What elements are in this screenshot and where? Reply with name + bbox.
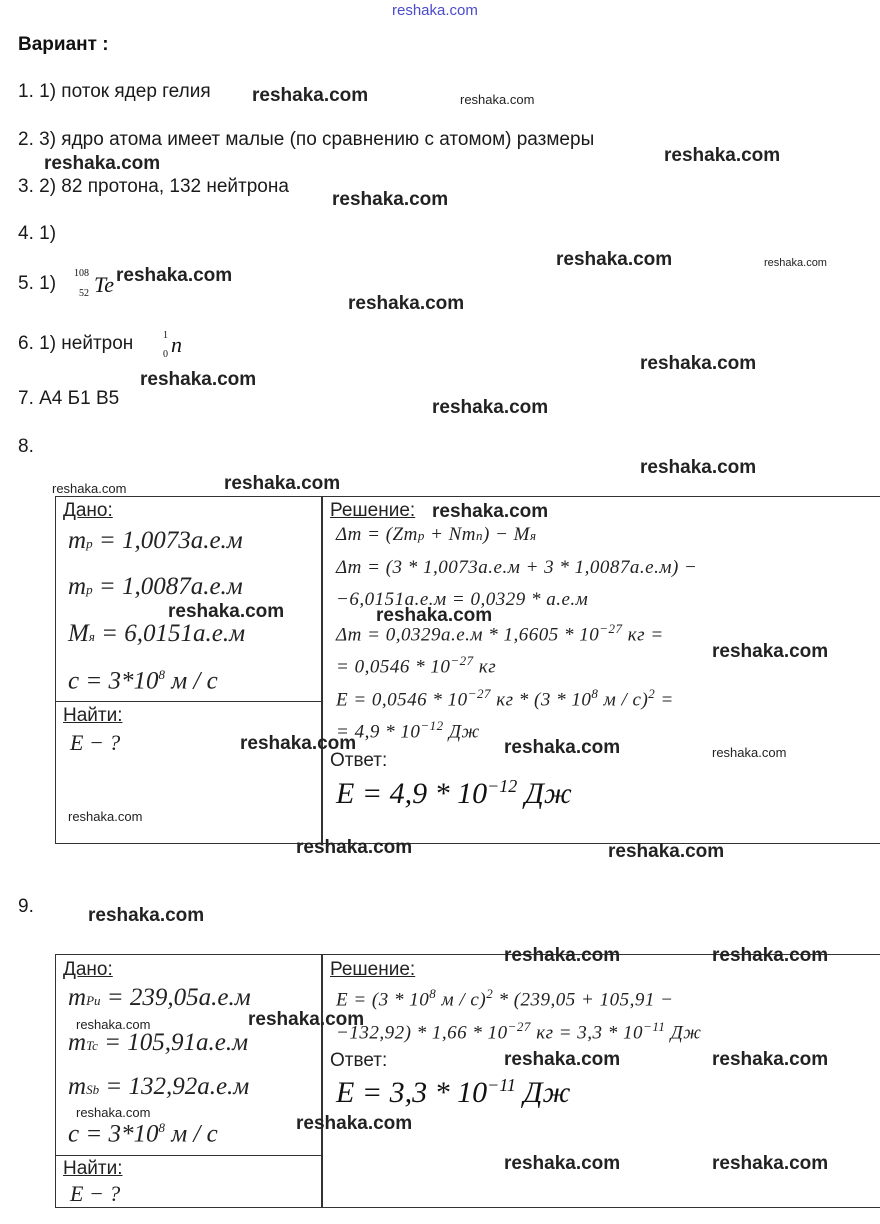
answer-9-label: 9. [18,896,34,917]
answer-5: 5. 1) [18,273,57,294]
watermark: reshaka.com [252,85,369,106]
task8-mp-value: 1,0073 [121,527,191,554]
nuclide-symbol: Te [94,272,114,297]
watermark: reshaka.com [432,501,549,522]
watermark: reshaka.com [764,257,827,269]
watermark: reshaka.com [116,265,233,286]
task9-unit-1: а.е.м [198,984,251,1011]
answer-2: 2. 3) ядро атома имеет малые (по сравнению с атомом) размеры [18,129,595,150]
task9-sol-line-1: $E = (3 * 10^8$ м / с)$^2$ * (239,05 + 105,91 − [336,986,674,1011]
task9-c-value: 3*10 [108,1120,159,1148]
task9-solution-label: Решение: [330,959,416,980]
task8-unit-2: а.е.м [190,573,243,600]
watermark: reshaka.com [376,605,493,626]
watermark: reshaka.com [224,473,341,494]
task8-find-value: E − ? [70,730,121,755]
task8-answer-label: Ответ: [330,750,388,771]
watermark: reshaka.com [504,1153,621,1174]
task8-sol5-text: = 0,0546 * 10 [336,656,451,678]
watermark: reshaka.com [76,1105,151,1120]
neutron-mass-number: 1 [163,330,168,341]
task8-given-label: Дано: [63,500,113,521]
task8-mn-value: 1,0087 [121,573,191,600]
task9-answer-unit: Дж [523,1076,571,1109]
watermark: reshaka.com [712,745,787,760]
watermark: reshaka.com [240,733,357,754]
answer-3: 3. 2) 82 протона, 132 нейтрона [18,176,289,197]
task9-given-c: $c = 3*10^8$ м / с [68,1120,218,1148]
task9-sol1-text: E = (3 * 10 [336,989,430,1011]
task8-sol-line-4: $\Delta m = 0,0329а.е.м * 1,6605 * 10^{-27}$ кг = [336,621,664,646]
watermark-top: reshaka.com [392,2,478,19]
task9-given-msb: mSb = 132,92а.е.м [68,1073,250,1100]
task9-sol2-text: −132,92) * 1,66 * 10 [336,1022,508,1044]
task9-c-exp: 8 [158,1120,165,1135]
task8-unit-3: а.е.м [193,620,246,647]
task8-c-exp: 8 [158,667,165,682]
task9-sub-sb: Sb [86,1082,100,1097]
task8-find-label: Найти: [63,705,123,726]
nuclide-charge-number: 52 [79,288,89,299]
task8-divider [55,701,321,702]
neutron-nuclide [160,330,190,362]
watermark: reshaka.com [332,189,449,210]
answer-7: 7. А4 Б1 В5 [18,388,120,409]
task8-sol7-text: = 4,9 * 10 [336,721,421,743]
task8-mya-value: 6,0151 [124,620,193,647]
task9-find-value: E − ? [70,1181,121,1206]
watermark: reshaka.com [76,1017,151,1032]
task9-answer-exp: −11 [487,1075,516,1095]
nuclide-mass-number: 108 [74,268,89,279]
answer-6: 6. 1) нейтрон [18,333,134,354]
task9-unit-2: а.е.м [196,1029,249,1056]
task8-answer-unit: Дж [524,777,572,810]
task9-given-mtc: mTc = 105,91а.е.м [68,1029,249,1056]
watermark: reshaka.com [608,841,725,862]
watermark: reshaka.com [168,601,285,622]
watermark: reshaka.com [712,641,829,662]
task8-given-mya: Mя = 6,0151а.е.м [68,620,246,647]
task8-answer-exp: −12 [487,776,518,796]
watermark: reshaka.com [504,1049,621,1070]
answer-1: 1. 1) поток ядер гелия [18,81,211,102]
watermark: reshaka.com [504,945,621,966]
watermark: reshaka.com [432,397,549,418]
neutron-charge-number: 0 [163,349,168,360]
task8-sol-line-7: = $4,9 * 10^{-12}$ Дж [336,718,480,743]
task8-sol-line-1: Δm = (Zmp + Nmn) − Mя [336,524,537,545]
task9-divider [55,1155,321,1156]
task9-msb-value: 132,92 [128,1073,198,1100]
answer-8-label: 8. [18,436,34,457]
task9-answer-base: E = 3,3 * 10 [336,1076,488,1109]
watermark: reshaka.com [296,1113,413,1134]
watermark: reshaka.com [140,369,257,390]
task9-find-label: Найти: [63,1158,123,1179]
task8-sol-line-3: −6,0151а.е.м = 0,0329 * а.е.м [336,589,589,610]
task8-answer-base: E = 4,9 * 10 [336,777,488,810]
watermark: reshaka.com [248,1009,365,1030]
task8-sol-line-6: $E = 0,0546 * 10^{-27}$ кг * ($3 * 10^8$ м / с)$^2$ = [336,686,674,711]
watermark: reshaka.com [68,809,143,824]
task9-sol-line-2: $-132,92) * 1,66 * 10^{-27}$ кг = $3,3 * 10^{-11}$ Дж [336,1019,702,1044]
watermark: reshaka.com [712,945,829,966]
task8-sol1-text: Δm = (Zm [336,524,418,545]
tellurium-nuclide [72,268,122,304]
task8-c-value: 3*10 [108,667,159,695]
watermark: reshaka.com [296,837,413,858]
task9-unit-3: а.е.м [197,1073,250,1100]
task8-given-mp: mp = 1,0073а.е.м [68,527,243,554]
variant-title: Вариант : [18,34,109,55]
watermark: reshaka.com [88,905,205,926]
task8-unit-1: а.е.м [190,527,243,554]
task9-sub-pu: Pu [86,993,101,1008]
task8-sol-line-5: = $0,0546 * 10^{-27}$ кг [336,653,497,678]
watermark: reshaka.com [504,737,621,758]
task9-sub-tc: Tc [86,1038,98,1053]
task9-given-label: Дано: [63,959,113,980]
answer-4: 4. 1) [18,223,57,244]
task8-given-mn: mp = 1,0087а.е.м [68,573,243,600]
task8-sol6-text: E = 0,0546 * 10 [336,689,468,711]
task9-mtc-value: 105,91 [127,1029,196,1056]
task8-given-c: $c = 3*10^8$ м / с [68,667,218,695]
task9-c-unit: м / с [171,1120,218,1148]
task9-answer [336,1075,570,1110]
watermark: reshaka.com [556,249,673,270]
task8-sol4-text: Δm = 0,0329а.е.м * 1,6605 * 10 [336,624,600,646]
task8-answer [336,776,572,811]
task8-c-unit: м / с [171,667,218,695]
task9-given-mpu: mPu = 239,05а.е.м [68,984,251,1011]
watermark: reshaka.com [460,92,535,107]
watermark: reshaka.com [44,153,161,174]
watermark: reshaka.com [640,457,757,478]
watermark: reshaka.com [712,1049,829,1070]
watermark: reshaka.com [664,145,781,166]
watermark: reshaka.com [640,353,757,374]
task9-mpu-value: 239,05 [129,984,199,1011]
watermark: reshaka.com [712,1153,829,1174]
task8-sol-line-2: Δm = (3 * 1,0073а.е.м + 3 * 1,0087а.е.м) − [336,557,698,578]
watermark: reshaka.com [52,481,127,496]
task9-answer-label: Ответ: [330,1050,388,1071]
neutron-symbol: n [171,332,182,357]
task8-solution-label: Решение: [330,500,416,521]
watermark: reshaka.com [348,293,465,314]
